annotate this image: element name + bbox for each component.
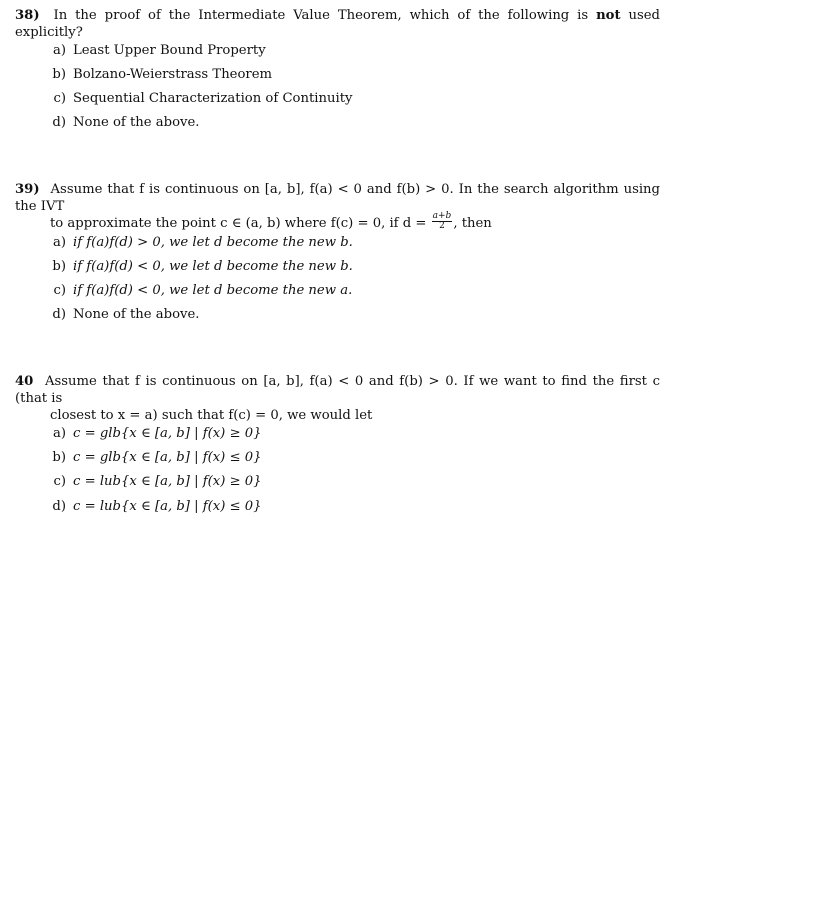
option-b[interactable] [46,450,262,465]
question-40-prompt [15,373,660,424]
option-c[interactable] [46,91,352,106]
question-39-prompt [15,181,660,232]
prompt-line-1: Assume that f is continuous on [a, b], f(a) < 0 and f(b) > 0. If we want to find the first c (that is [15,374,660,406]
prompt-text: to approximate the point c ∈ (a, b) where f(c) = 0, if d = [50,216,427,231]
fraction-denominator: 2 [439,221,445,231]
prompt-text: In the proof of the Intermediate Value Theorem, which of the following is [53,8,589,23]
option-text: c = lub{x ∈ [a, b] | f(x) ≤ 0} [73,499,262,514]
option-letter: c) [53,283,66,298]
option-a[interactable] [46,426,262,441]
option-letter: b) [52,67,66,82]
option-letter: a) [52,43,66,58]
option-letter: b) [52,450,66,465]
option-letter: a) [52,426,66,441]
option-a[interactable] [46,235,353,250]
option-text: None of the above. [73,307,200,322]
option-letter: d) [52,499,66,514]
option-text: if f(a)f(d) < 0, we let d become the new a. [73,283,353,298]
question-40 [15,373,660,424]
option-letter: d) [52,115,66,130]
option-letter: c) [53,91,66,106]
option-c[interactable] [46,474,262,489]
option-text: Bolzano-Weierstrass Theorem [73,67,273,82]
option-c[interactable] [46,283,352,298]
question-number: 39) [15,182,40,197]
question-38 [15,7,660,41]
option-text: if f(a)f(d) < 0, we let d become the new b. [73,259,353,274]
prompt-text: , then [453,216,492,231]
prompt-emphasis: not [596,8,621,23]
option-text: Sequential Characterization of Continuity [73,91,353,106]
option-letter: c) [53,474,66,489]
option-d[interactable] [46,499,262,514]
question-38-prompt [15,7,660,41]
prompt-line-2: closest to x = a) such that f(c) = 0, we would let [50,408,373,423]
option-letter: b) [52,259,66,274]
option-d[interactable] [46,307,199,322]
option-d[interactable] [46,115,199,130]
option-b[interactable] [46,259,353,274]
prompt-line-1: Assume that f is continuous on [a, b], f(a) < 0 and f(b) > 0. In the search algorithm using the IVT [15,182,660,214]
prompt-line-2 [15,211,660,232]
option-letter: d) [52,307,66,322]
option-text: None of the above. [73,115,200,130]
option-b[interactable] [46,67,272,82]
question-number: 38) [15,8,40,23]
option-text: c = glb{x ∈ [a, b] | f(x) ≤ 0} [73,450,262,465]
question-39 [15,181,660,232]
fraction [432,212,453,231]
option-a[interactable] [46,43,266,58]
prompt-text: used explicitly? [15,8,660,40]
fraction-numerator: a+b [432,211,452,221]
option-text: c = glb{x ∈ [a, b] | f(x) ≥ 0} [73,426,262,441]
option-text: Least Upper Bound Property [73,43,266,58]
option-text: if f(a)f(d) > 0, we let d become the new b. [73,235,353,250]
option-letter: a) [52,235,66,250]
question-number: 40 [15,374,34,389]
option-text: c = lub{x ∈ [a, b] | f(x) ≥ 0} [73,474,262,489]
